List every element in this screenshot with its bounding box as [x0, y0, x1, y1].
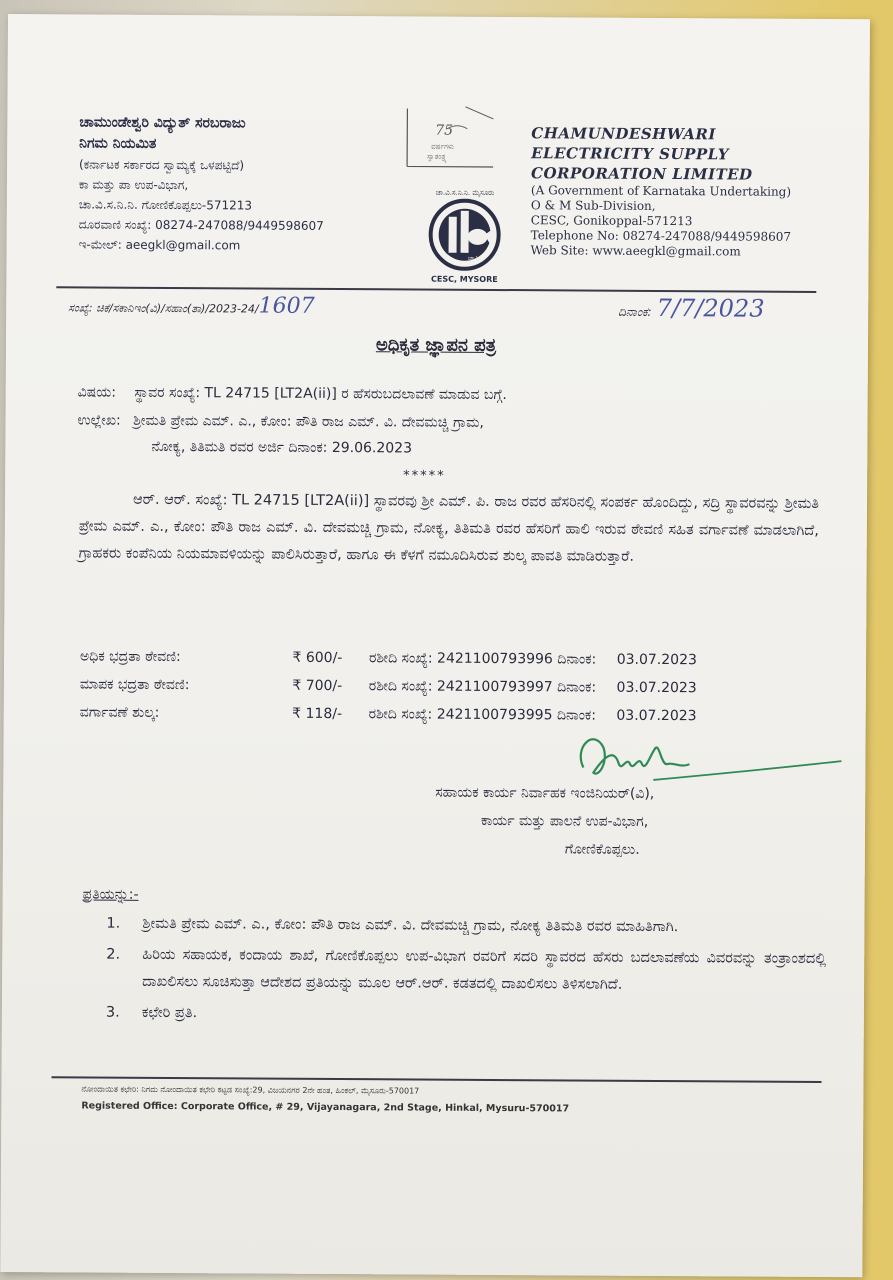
copy-text: ಶ್ರೀಮತಿ ಪ್ರೇಮ ಎಮ್. ಎ., ಕೋಂ: ಪೌತಿ ರಾಜ ಎಮ್. ವಿ. ದೇವಮಚ್ಚಿ ಗ್ರಾಮ, ನೋಕ್ಯ ತಿತಿಮತಿ ರವರ ಮಾಹಿತಿಗಾಗಿ.	[142, 915, 679, 936]
en-address: CESC, Gonikoppal-571213	[530, 213, 693, 229]
reference-label: ಉಲ್ಲೇಖ:	[77, 412, 121, 429]
reference-line-2: ನೋಕ್ಯ, ತಿತಿಮತಿ ರವರ ಅರ್ಜಿ ದಿನಾಂಕ: 29.06.2023	[151, 438, 413, 457]
stamp-mark	[405, 98, 497, 169]
signature-place: ಗೋಣಿಕೊಪ್ಪಲು.	[564, 841, 640, 858]
svg-text:75: 75	[435, 122, 454, 139]
kn-org-name: ಚಾಮುಂಡೇಶ್ವರಿ ವಿದ್ಯುತ್ ಸರಬರಾಜು	[79, 114, 246, 132]
fee-amount: ₹ 700/-	[292, 677, 343, 695]
separator-stars: *****	[403, 468, 446, 484]
ref-date	[618, 294, 764, 323]
fee-date: 03.07.2023	[616, 679, 697, 697]
fee-label: ಅಧಿಕ ಭದ್ರತಾ ಠೇವಣಿ:	[80, 648, 181, 666]
en-phone: Telephone No: 08274-247088/9449598607	[530, 228, 792, 244]
copy-item	[106, 1000, 826, 1031]
fee-receipt: ರಶೀದಿ ಸಂಖ್ಯೆ: 2421100793997 ದಿನಾಂಕ:	[368, 678, 597, 696]
reference-row	[77, 412, 483, 430]
kn-subdivision: ಕಾ ಮತ್ತು ಪಾ ಉಪ-ವಿಭಾಗ,	[78, 177, 189, 193]
date-label: ದಿನಾಂಕ:	[618, 304, 652, 319]
svg-text:ವರ್ಷಗಳು: ವರ್ಷಗಳು	[431, 142, 454, 151]
stamp-mark-icon	[405, 98, 497, 169]
kn-phone: ದೂರವಾಣಿ ಸಂಖ್ಯೆ: 08274-247088/9449598607	[78, 217, 324, 233]
en-govt-note: (A Government of Karnataka Undertaking)	[530, 183, 792, 199]
body-paragraph: ಆರ್. ಆರ್. ಸಂಖ್ಯೆ: TL 24715 [LT2A(ii)] ಸ್ಥಾವರವು ಶ್ರೀ ಎಮ್. ಪಿ. ರಾಜ ರವರ ಹೆಸರಿನಲ್ಲಿ ಸಂಪರ್ಕ ಹೊಂದಿದ್ದು, ಸದ್ರಿ ಸ್ಥಾವರವನ್ನು ಶ್ರೀಮತಿ ಪ್ರೇಮ ಎಮ್. ಎ., ಕೋಂ: ಪೌತಿ ರಾಜ ಎಮ್. ವಿ. ದೇವಮಚ್ಚಿ ಗ್ರಾಮ, ನೋಕ್ಯ, ತಿತಿಮತಿ ರವರ ಹೆಸರಿಗೆ ಹಾಲಿ ಇರುವ ಠೇವಣಿ ಸಹಿತ ವರ್ಗಾವಣೆ ಮಾಡಲಾಗಿದೆ, ಗ್ರಾಹಕರು ಕಂಪೆನಿಯ ನಿಯಮಾವಳಿಯನ್ನು ಪಾಲಿಸಿರುತ್ತಾರೆ, ಹಾಗೂ ಈ ಕೆಳಗೆ ನಮೂದಿಸಿರುವ ಶುಲ್ಕ ಪಾವತಿ ಮಾಡಿರುತ್ತಾರೆ.	[78, 491, 820, 565]
en-website: Web Site: www.aeegkl@gmail.com	[530, 243, 741, 259]
copy-number: 3.	[105, 1004, 120, 1021]
subject-label: ವಿಷಯ:	[77, 384, 117, 401]
header-divider	[56, 286, 816, 293]
signature-office: ಕಾರ್ಯ ಮತ್ತು ಪಾಲನೆ ಉಪ-ವಿಭಾಗ,	[481, 812, 649, 830]
footer-divider	[51, 1076, 821, 1083]
fee-receipt: ರಶೀದಿ ಸಂಖ್ಯೆ: 2421100793995 ದಿನಾಂಕ:	[368, 706, 597, 724]
reference-line-1: ಶ್ರೀಮತಿ ಪ್ರೇಮ ಎಮ್. ಎ., ಕೋಂ: ಪೌತಿ ರಾಜ ಎಮ್. ವಿ. ದೇವಮಚ್ಚಿ ಗ್ರಾಮ,	[133, 412, 484, 431]
fee-date: 03.07.2023	[616, 651, 697, 669]
fee-row	[80, 648, 697, 668]
copy-item	[106, 942, 826, 1000]
fee-row	[80, 676, 697, 696]
kn-org-suffix: ನಿಗಮ ನಿಯಮಿತ	[79, 135, 157, 152]
ref-prefix: ಸಂಖ್ಯೆ: ಚಿಕೆ/ಸಕಾನಿಇಂ(ವಿ)/ಸಹಾಂ(ತಾ)/2023-24/	[68, 301, 259, 316]
letter-page	[0, 14, 870, 1277]
svg-text:ಸ್ವಾತಂತ್ರ್ಯ: ಸ್ವಾತಂತ್ರ್ಯ	[427, 152, 447, 161]
en-title-line-2: ELECTRICITY SUPPLY	[531, 144, 730, 164]
subject-text: ಸ್ಥಾವರ ಸಂಖ್ಯೆ: TL 24715 [LT2A(ii)] ರ ಹೆಸರುಬದಲಾವಣೆ ಮಾಡುವ ಬಗ್ಗೆ.	[134, 384, 507, 404]
copies-list	[106, 911, 827, 1031]
date-handwritten: 7/7/2023	[656, 293, 765, 323]
fee-date: 03.07.2023	[616, 707, 697, 725]
logo-inner-text: ಚಾವಿಸ	[467, 254, 482, 262]
copies-label: ಪ್ರತಿಯನ್ನು:-	[82, 886, 139, 903]
ref-handwritten-number: 1607	[258, 293, 315, 319]
logo-top-text: ಚಾ.ವಿ.ಸ.ನಿ.ನಿ. ಮೈಸೂರು	[435, 188, 495, 197]
ref-number	[68, 292, 315, 319]
copy-item	[106, 911, 826, 942]
copy-number: 2.	[106, 946, 121, 963]
copy-number: 1.	[106, 915, 121, 932]
en-title-line-1: CHAMUNDESHWARI	[531, 124, 716, 144]
fee-label: ವರ್ಗಾವಣೆ ಶುಲ್ಕ:	[79, 704, 160, 721]
logo-bottom-text: CESC, MYSORE	[430, 274, 498, 284]
fee-amount: ₹ 600/-	[292, 649, 343, 667]
fee-amount: ₹ 118/-	[292, 705, 343, 723]
signature-designation: ಸಹಾಯಕ ಕಾರ್ಯ ನಿರ್ವಾಹಕ ಇಂಜಿನಿಯರ್(ವಿ),	[435, 784, 655, 802]
header-kannada	[79, 112, 420, 256]
fee-label: ಮಾಪಕ ಭದ್ರತಾ ಠೇವಣಿ:	[79, 676, 190, 694]
cesc-logo-icon	[414, 184, 515, 285]
document-title: ಅಧಿಕೃತ ಜ್ಞಾಪನ ಪತ್ರ	[375, 334, 497, 356]
kn-address: ಚಾ.ವಿ.ಸ.ನಿ.ನಿ. ಗೋಣಿಕೊಪ್ಪಲು-571213	[78, 197, 253, 213]
fee-receipt: ರಶೀದಿ ಸಂಖ್ಯೆ: 2421100793996 ದಿನಾಂಕ:	[368, 650, 597, 668]
en-subdivision: O & M Sub-Division,	[530, 198, 656, 213]
kn-email: ಇ-ಮೇಲ್: aeegkl@gmail.com	[78, 237, 241, 253]
kn-govt-note: (ಕರ್ನಾಟಕ ಸರ್ಕಾರದ ಸ್ವಾಮ್ಯಕ್ಕೆ ಒಳಪಟ್ಟಿದೆ)	[79, 157, 245, 173]
copy-text: ಹಿರಿಯ ಸಹಾಯಕ, ಕಂದಾಯ ಶಾಖೆ, ಗೋಣಿಕೊಪ್ಪಲು ಉಪ-ವಿಭಾಗ ರವರಿಗೆ ಸದರಿ ಸ್ಥಾವರದ ಹೆಸರು ಬದಲಾವಣೆಯ ವಿವರವನ್ನು ತಂತ್ರಾಂಶದಲ್ಲಿ ದಾಖಲಿಸಲು ಸೂಚಿಸುತ್ತಾ ಆದೇಶದ ಪ್ರತಿಯನ್ನು ಮೂಲ ಆರ್.ಆರ್. ಕಡತದಲ್ಲಿ ದಾಖಲಿಸಲು ತಿಳಿಸಲಾಗಿದೆ.	[142, 946, 827, 993]
footer-english: Registered Office: Corporate Office, # 29, Vijayanagara, 2nd Stage, Hinkal, Mysuru-570017	[81, 1100, 570, 1115]
copy-text: ಕಛೇರಿ ಪ್ರತಿ.	[141, 1004, 198, 1022]
header-english	[531, 123, 852, 260]
cesc-logo	[414, 184, 515, 285]
footer-kannada: ನೋಂದಾಯಿತ ಕಛೇರಿ: ನಿಗಮ ನೋಂದಾಯಿತ ಕಛೇರಿ ಕಟ್ಟಡ ಸಂಖ್ಯೆ:29, ವಿಜಯನಗರ 2ನೇ ಹಂತ, ಹಿಂಕಲ್, ಮೈಸೂರು-570017	[81, 1084, 420, 1096]
subject-row	[78, 384, 507, 403]
en-title-line-3: CORPORATION LIMITED	[530, 164, 753, 184]
